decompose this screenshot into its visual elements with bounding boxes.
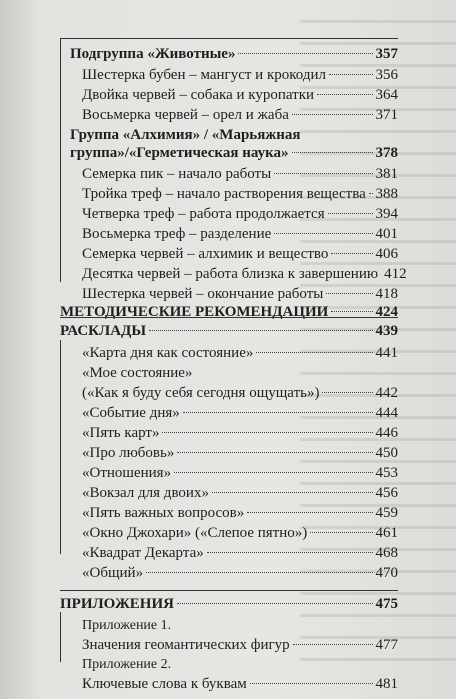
leader-dots bbox=[326, 293, 372, 294]
entry-title: Приложение 1. bbox=[82, 618, 172, 633]
toc-entry[interactable] bbox=[82, 444, 398, 462]
entry-page: 364 bbox=[375, 87, 398, 103]
leader-dots bbox=[212, 492, 373, 493]
leader-dots bbox=[247, 512, 372, 513]
entry-title: ПРИЛОЖЕНИЯ bbox=[60, 596, 174, 612]
entry-title: Четверка треф – работа продолжается bbox=[82, 206, 325, 222]
leader-dots bbox=[177, 603, 373, 604]
entry-title: РАСКЛАДЫ bbox=[60, 323, 147, 339]
leader-dots bbox=[328, 213, 373, 214]
entry-title: МЕТОДИЧЕСКИЕ РЕКОМЕНДАЦИИ bbox=[60, 304, 329, 320]
entry-page: 381 bbox=[375, 166, 398, 182]
toc-entry[interactable] bbox=[82, 464, 398, 482]
leader-dots bbox=[238, 53, 372, 54]
entry-title: («Как я буду себя сегодня ощущать») bbox=[82, 385, 320, 401]
entry-page: 470 bbox=[375, 565, 398, 581]
entry-page: 418 bbox=[375, 286, 398, 302]
entry-title: «Про любовь» bbox=[82, 445, 175, 461]
entry-title: Приложение 2. bbox=[82, 657, 172, 672]
entry-title: Десятка червей – работа близка к завершению bbox=[82, 266, 379, 282]
toc-entry[interactable] bbox=[82, 185, 398, 203]
entry-page: 477 bbox=[375, 637, 398, 653]
entry-title: Шестерка бубен – мангуст и крокодил bbox=[82, 67, 326, 83]
leader-dots bbox=[174, 472, 372, 473]
entry-title: «Общий» bbox=[82, 565, 144, 581]
toc-entry[interactable] bbox=[82, 106, 398, 124]
leader-dots bbox=[331, 311, 372, 312]
toc-entry-appendix[interactable] bbox=[60, 595, 398, 613]
entry-page: 371 bbox=[375, 107, 398, 123]
entry-title: «Пять важных вопросов» bbox=[82, 505, 245, 521]
entry-title: «Вокзал для двоих» bbox=[82, 485, 209, 501]
entry-page: 475 bbox=[375, 596, 398, 612]
entry-page: 453 bbox=[375, 465, 398, 481]
toc-entry[interactable] bbox=[82, 675, 398, 693]
entry-page: 406 bbox=[375, 246, 398, 262]
toc-entry[interactable] bbox=[82, 484, 398, 502]
leader-dots bbox=[274, 233, 372, 234]
toc-entry[interactable] bbox=[82, 344, 398, 362]
toc-entry[interactable] bbox=[82, 384, 398, 402]
entry-title: группа»/«Герметическая наука» bbox=[70, 145, 289, 161]
toc-entry-spreads[interactable] bbox=[60, 322, 398, 340]
leader-dots bbox=[292, 114, 373, 115]
entry-title: «Отношения» bbox=[82, 465, 172, 481]
leader-dots bbox=[177, 452, 372, 453]
entry-page: 481 bbox=[375, 676, 398, 692]
leader-dots bbox=[310, 532, 372, 533]
section-rule bbox=[60, 38, 398, 39]
leader-dots bbox=[162, 432, 372, 433]
toc-entry[interactable] bbox=[82, 504, 398, 522]
toc-entry[interactable] bbox=[82, 66, 398, 84]
entry-page: 394 bbox=[375, 206, 398, 222]
toc-entry[interactable] bbox=[82, 265, 407, 283]
entry-title: Семерка червей – алхимик и вещество bbox=[82, 246, 329, 262]
entry-page: 442 bbox=[375, 385, 398, 401]
toc-entry[interactable] bbox=[82, 205, 398, 223]
toc-entry[interactable] bbox=[82, 564, 398, 582]
leader-dots bbox=[250, 683, 373, 684]
entry-title: Группа «Алхимия» / «Марьяжная bbox=[70, 127, 301, 143]
entry-page: 450 bbox=[375, 445, 398, 461]
entry-title: «Окно Джохари» («Слепое пятно») bbox=[82, 525, 308, 541]
entry-page: 378 bbox=[375, 145, 398, 161]
entry-title: Подгруппа «Животные» bbox=[70, 46, 236, 62]
entry-page: 401 bbox=[375, 226, 398, 242]
toc-entry[interactable] bbox=[82, 404, 398, 422]
entry-page: 444 bbox=[375, 405, 398, 421]
group-bracket bbox=[60, 38, 61, 282]
leader-dots bbox=[322, 392, 372, 393]
toc-entry-line1[interactable] bbox=[82, 364, 398, 382]
section-rule bbox=[60, 317, 398, 318]
toc-entry-group-animals[interactable] bbox=[70, 45, 398, 63]
entry-title: «Событие дня» bbox=[82, 405, 180, 421]
leader-dots bbox=[183, 412, 373, 413]
section-rule bbox=[60, 590, 398, 591]
entry-page: 441 bbox=[375, 345, 398, 361]
toc-entry[interactable] bbox=[82, 165, 398, 183]
toc-entry-group-alchemy[interactable] bbox=[70, 144, 398, 162]
leader-dots bbox=[331, 253, 372, 254]
entry-title: Шестерка червей – окончание работы bbox=[82, 286, 324, 302]
entry-page: 468 bbox=[375, 545, 398, 561]
entry-page: 461 bbox=[375, 525, 398, 541]
toc-entry[interactable] bbox=[82, 544, 398, 562]
leader-dots bbox=[329, 74, 373, 75]
toc-entry[interactable] bbox=[82, 424, 398, 442]
leader-dots bbox=[256, 352, 372, 353]
toc-entry[interactable] bbox=[82, 86, 398, 104]
toc-entry[interactable] bbox=[82, 245, 398, 263]
toc-entry[interactable] bbox=[82, 285, 398, 303]
toc-entry[interactable] bbox=[82, 636, 398, 654]
toc-entry[interactable] bbox=[82, 225, 398, 243]
group-bracket bbox=[60, 612, 61, 662]
entry-page: 459 bbox=[375, 505, 398, 521]
entry-title: «Мое состояние» bbox=[82, 365, 193, 381]
leader-dots bbox=[317, 94, 372, 95]
leader-dots bbox=[146, 572, 372, 573]
entry-page: 356 bbox=[375, 67, 398, 83]
entry-page: 439 bbox=[375, 323, 398, 339]
entry-title: Ключевые слова к буквам bbox=[82, 676, 247, 692]
entry-page: 456 bbox=[375, 485, 398, 501]
leader-dots bbox=[149, 330, 372, 331]
entry-title: «Квадрат Декарта» bbox=[82, 545, 204, 561]
group-bracket bbox=[60, 340, 61, 554]
entry-title: Двойка червей – собака и куропатки bbox=[82, 87, 315, 103]
entry-title: Восьмерка треф – разделение bbox=[82, 226, 272, 242]
toc-entry-label bbox=[82, 617, 398, 635]
toc-entry-group-alchemy-line1[interactable] bbox=[70, 126, 398, 144]
entry-title: «Пять карт» bbox=[82, 425, 160, 441]
leader-dots bbox=[369, 193, 373, 194]
entry-page: 412 bbox=[384, 266, 407, 282]
entry-title: Тройка треф – начало растворения вещества bbox=[82, 186, 366, 202]
leader-dots bbox=[274, 173, 372, 174]
toc-entry-label bbox=[82, 656, 398, 674]
entry-title: «Карта дня как состояние» bbox=[82, 345, 254, 361]
entry-title: Значения геомантических фигур bbox=[82, 637, 290, 653]
leader-dots bbox=[293, 644, 373, 645]
entry-page: 357 bbox=[375, 46, 398, 62]
leader-dots bbox=[207, 552, 373, 553]
entry-title: Семерка пик – начало работы bbox=[82, 166, 272, 182]
entry-page: 424 bbox=[375, 304, 398, 320]
toc-entry-method[interactable] bbox=[60, 303, 398, 321]
leader-dots bbox=[292, 152, 373, 153]
toc-entry[interactable] bbox=[82, 524, 398, 542]
entry-page: 388 bbox=[375, 186, 398, 202]
entry-page: 446 bbox=[375, 425, 398, 441]
entry-title: Восьмерка червей – орел и жаба bbox=[82, 107, 289, 123]
